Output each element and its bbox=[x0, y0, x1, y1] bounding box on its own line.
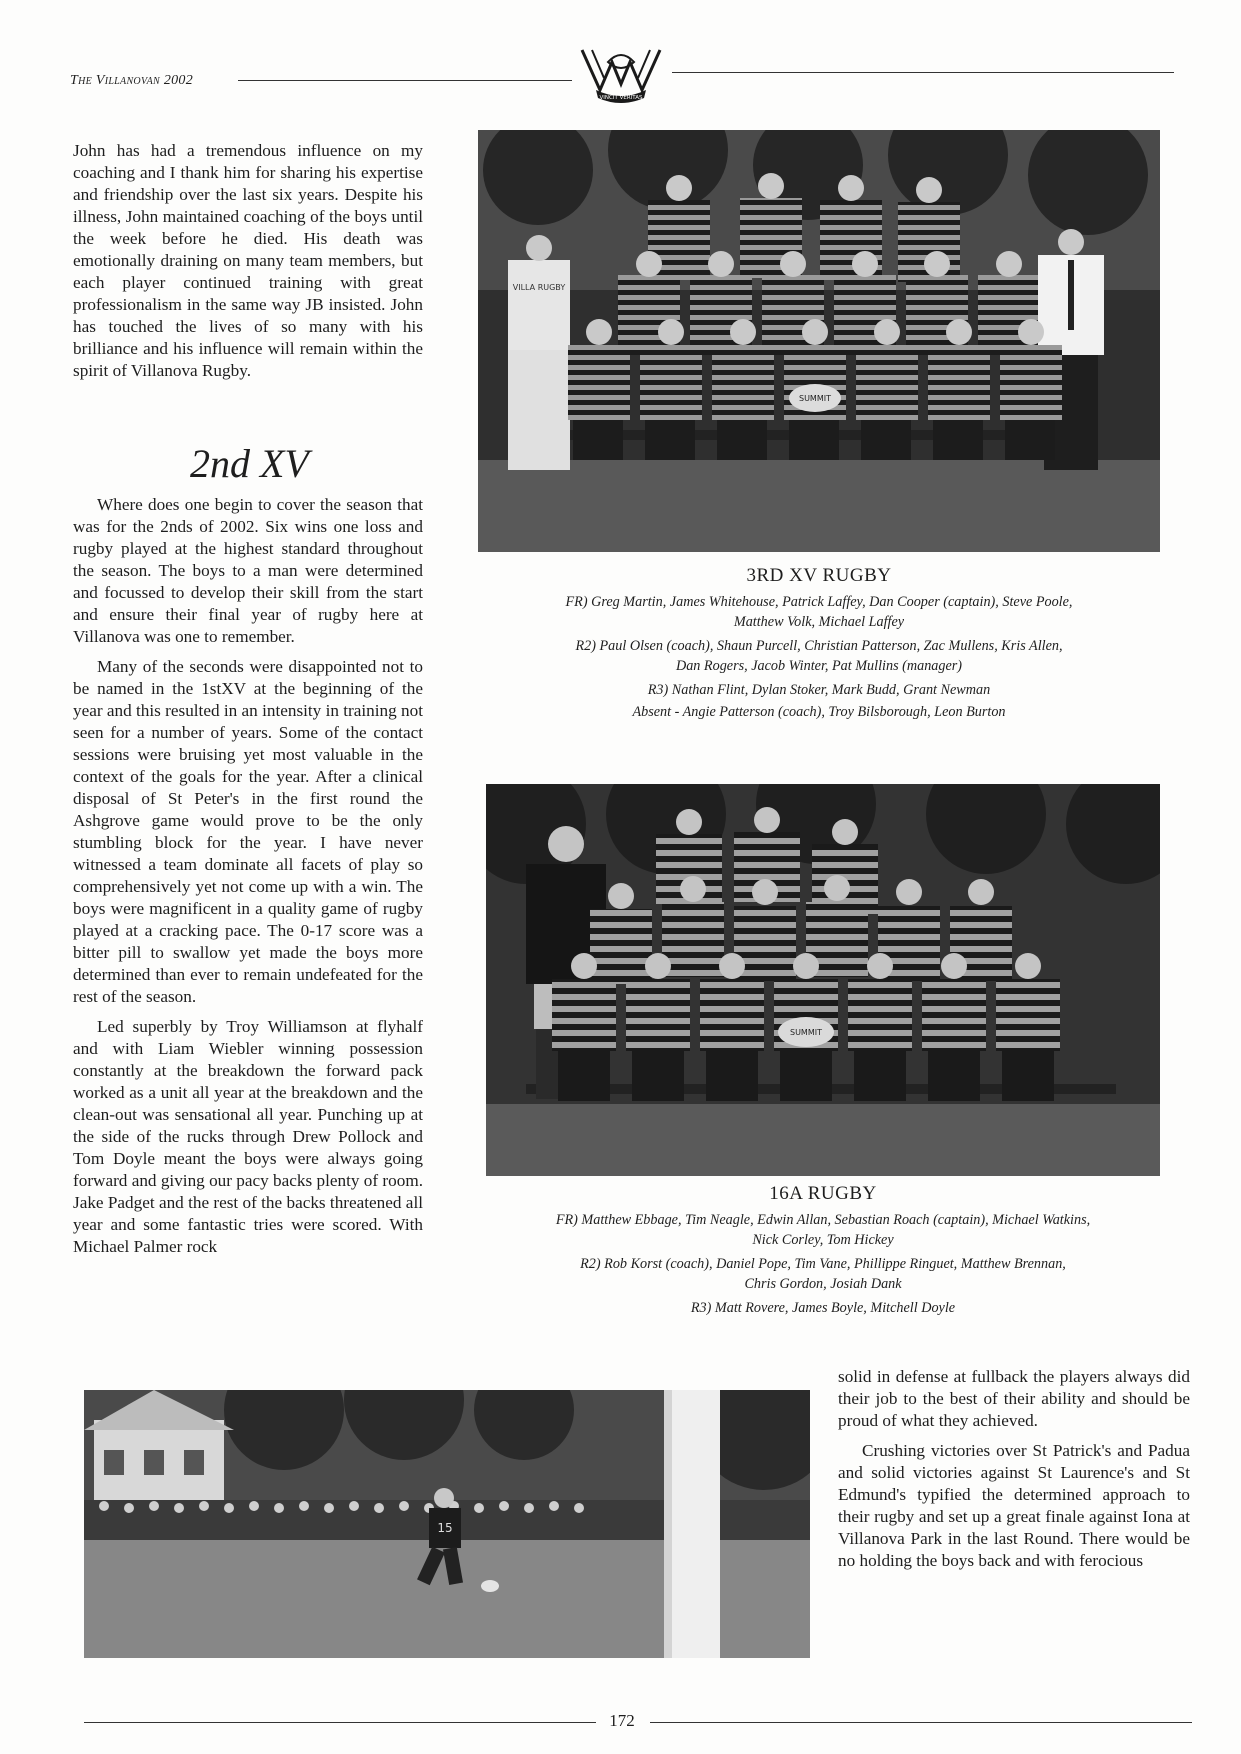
photo1-caption-title: 3RD XV RUGBY bbox=[746, 565, 892, 586]
intro-paragraph-block bbox=[73, 140, 423, 382]
photo2-caption-line: R3) Matt Rovere, James Boyle, Mitchell Doyle bbox=[690, 1300, 956, 1316]
body-paragraph: solid in defense at fullback the players always did their job to the best of their ability and should be proud of what they achieved. bbox=[838, 1367, 1190, 1430]
body-paragraph: Crushing victories over St Patrick's and Padua and solid victories against St Laurence's and St Edmund's typified the determined approach to their rugby and set up a great finale against Iona at Villanova Park in the last Round. There would be no holding the boys back and with ferocious bbox=[838, 1441, 1190, 1570]
running-header bbox=[70, 73, 193, 89]
photo2-caption-line: R2) Rob Korst (coach), Daniel Pope, Tim Vane, Phillippe Ringuet, Matthew Brennan, bbox=[580, 1256, 1066, 1272]
header-year: 2002 bbox=[163, 73, 194, 88]
photo1-caption-line: Absent - Angie Patterson (coach), Troy Bilsborough, Leon Burton bbox=[632, 704, 1006, 720]
body-paragraph: Where does one begin to cover the season that was for the 2nds of 2002. Six wins one loss and rugby played at the highest standard throughout the season. The boys to a man were determined and focussed to develop their skill from the start and ensure their final year of rugby here at Villanova was one to remember. bbox=[73, 495, 423, 646]
footer-rule-left bbox=[84, 1722, 596, 1723]
page-number: 172 bbox=[609, 1711, 635, 1730]
match-action-photo bbox=[84, 1390, 810, 1658]
team-photo-16a bbox=[486, 784, 1160, 1176]
header-rule-left bbox=[238, 80, 572, 81]
photo1-caption-line: Dan Rogers, Jacob Winter, Pat Mullins (manager) bbox=[675, 658, 963, 674]
coach-shirt-text: VILLA RUGBY bbox=[512, 283, 566, 292]
photo2-caption-line: FR) Matthew Ebbage, Tim Neagle, Edwin Allan, Sebastian Roach (captain), Michael Watkins, bbox=[555, 1212, 1091, 1228]
header-rule-right bbox=[672, 72, 1174, 73]
ball-text-1: SUMMIT bbox=[799, 394, 831, 403]
photo1-caption-line: Matthew Volk, Michael Laffey bbox=[733, 614, 905, 630]
player-jersey-number: 15 bbox=[437, 1521, 453, 1535]
intro-paragraph: John has had a tremendous influence on my coaching and I thank him for sharing his expertise and friendship over the last six years. Despite his illness, John maintained coaching of the boys until the week before he died. His death was emotionally draining on many team members, but each player continued training with great professionalism in the same way JB insisted. John has touched the lives of so many with his brilliance and his influence will remain within the spirit of Villanova Rugby. bbox=[73, 141, 423, 380]
photo1-caption-line: R3) Nathan Flint, Dylan Stoker, Mark Budd, Grant Newman bbox=[647, 682, 991, 698]
body-paragraph: Led superbly by Troy Williamson at flyhalf and with Liam Wiebler winning possession constantly at the breakdown the forward pack worked as a unit all year at the breakdown and the clean-out was sensational all year. Punching up at the side of the rucks through Drew Pollock and Tom Doyle meant the boys were always going forward and giving our pacy backs plenty of room. Jake Padget and the rest of the backs threatened all year and some fantastic tries were scored. With Michael Palmer rock bbox=[73, 1017, 423, 1256]
article-body bbox=[73, 494, 423, 1258]
villanova-crest-logo bbox=[578, 44, 664, 106]
section-heading: 2nd XV bbox=[190, 441, 309, 486]
header-publication: Villanovan bbox=[95, 73, 160, 88]
photo1-caption-line: FR) Greg Martin, James Whitehouse, Patrick Laffey, Dan Cooper (captain), Steve Poole, bbox=[565, 594, 1073, 610]
ball-text-2: SUMMIT bbox=[790, 1028, 822, 1037]
photo2-caption-title: 16A RUGBY bbox=[769, 1183, 877, 1204]
team-photo-3rd-xv bbox=[478, 130, 1160, 552]
continuation-text bbox=[838, 1366, 1190, 1572]
header-the: The bbox=[70, 73, 93, 88]
photo1-caption-line: R2) Paul Olsen (coach), Shaun Purcell, Christian Patterson, Zac Mullens, Kris Allen, bbox=[575, 638, 1063, 654]
body-paragraph: Many of the seconds were disappointed not to be named in the 1stXV at the beginning of the year and this resulted in an intensity in training not seen for a number of years. Some of the contact sessions were bruising yet most valuable in the context of the goals for the year. After a clinical disposal of St Peter's in the first round the Ashgrove game would prove to be the only stumbling block for the year. I have never witnessed a team dominate all facets of play so comprehensively yet not come up with a win. The boys were magnificent in a quality game of rugby played at a cracking pace. The 0-17 score was a bitter pill to swallow yet made the boys more determined than ever to remain undefeated for the rest of the season. bbox=[73, 657, 423, 1006]
photo2-caption-line: Nick Corley, Tom Hickey bbox=[752, 1232, 894, 1248]
photo2-caption-line: Chris Gordon, Josiah Dank bbox=[744, 1276, 902, 1292]
footer-rule-right bbox=[650, 1722, 1192, 1723]
logo-motto: VINCIT VERITAS bbox=[599, 95, 643, 101]
